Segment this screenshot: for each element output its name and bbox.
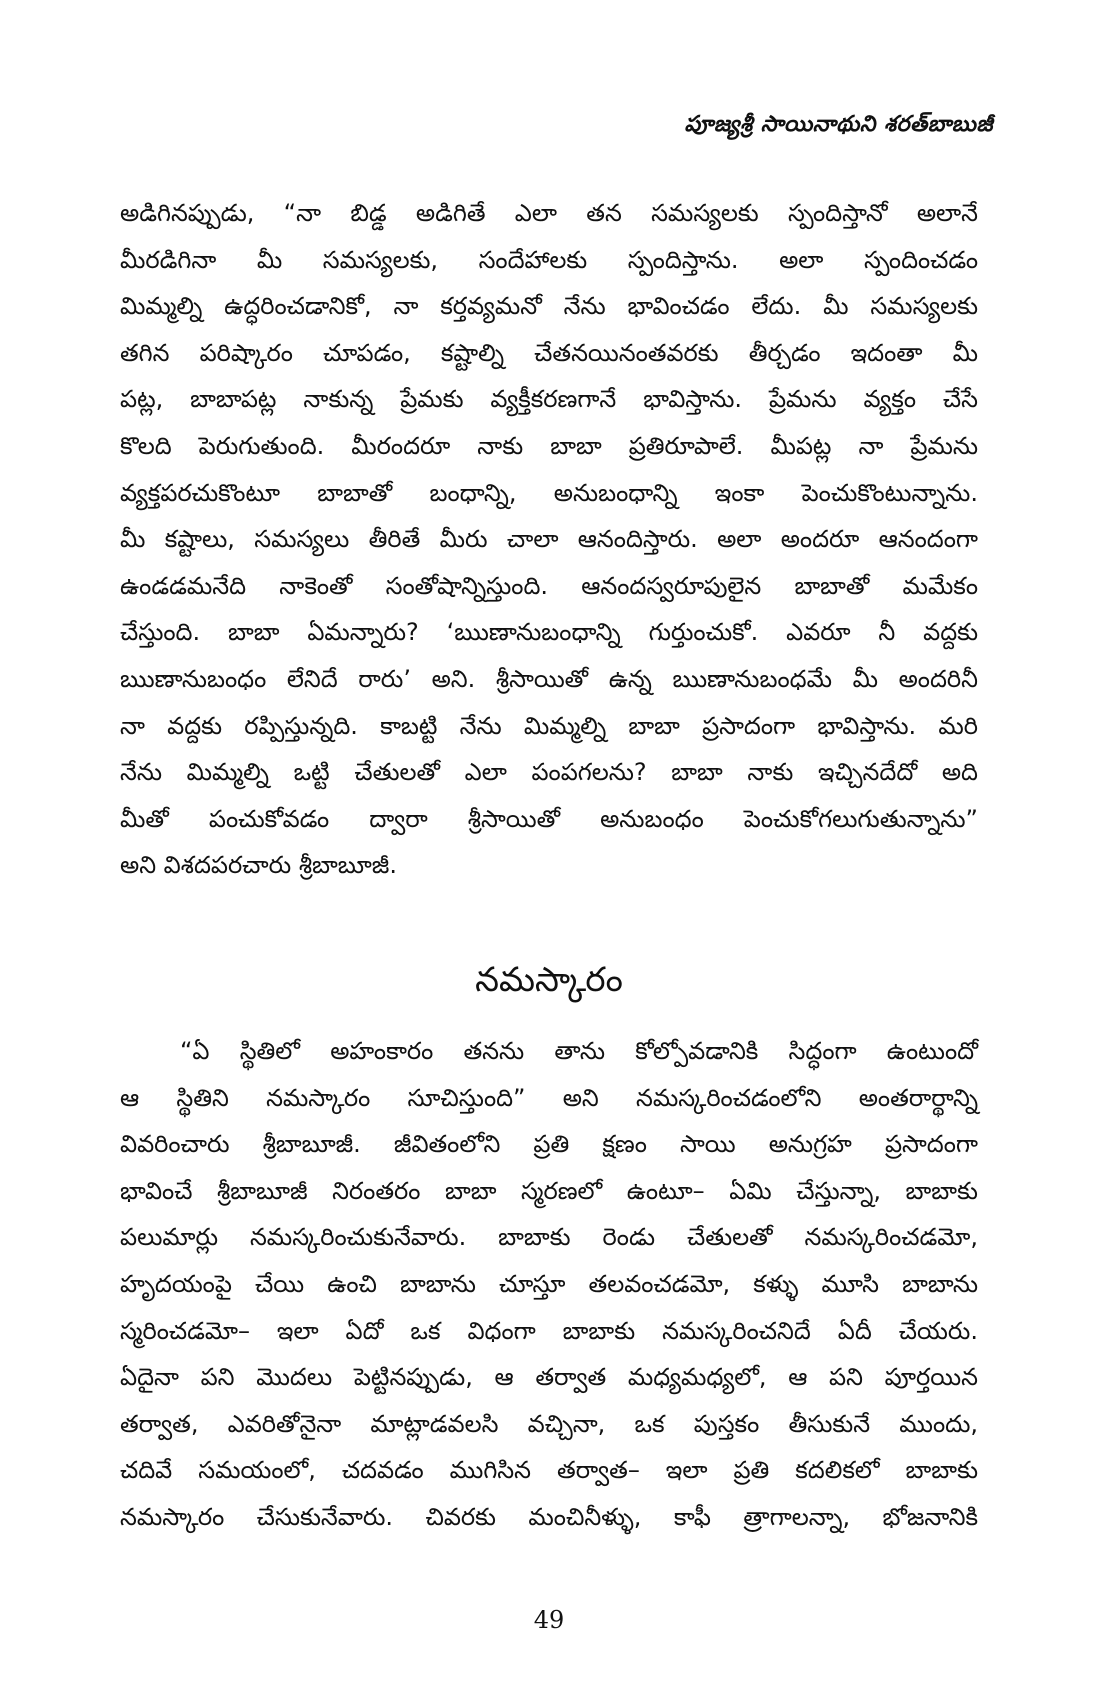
text-line: మిమ్మల్ని ఉద్ధరించడానికో, నా కర్తవ్యమనో నేను భావించడం లేదు. మీ సమస్యలకు	[120, 292, 978, 321]
paragraph-1	[120, 190, 978, 889]
text-line: వివరించారు శ్రీబాబూజీ. జీవితంలోని ప్రతి క్షణం సాయి అనుగ్రహ ప్రసాదంగా	[120, 1130, 978, 1159]
text-line: మీరడిగినా మీ సమస్యలకు, సందేహాలకు స్పందిస్తాను. అలా స్పందించడం	[120, 245, 978, 274]
text-line: హృదయంపై చేయి ఉంచి బాబాను చూస్తూ తలవంచడమో, కళ్ళు మూసి బాబాను	[120, 1269, 978, 1298]
text-line: ఋణానుబంధం లేనిదే రారు’ అని. శ్రీసాయితో ఉన్న ఋణానుబంధమే మీ అందరినీ	[120, 664, 978, 693]
text-line: భావించే శ్రీబాబూజీ నిరంతరం బాబా స్మరణలో ఉంటూ– ఏమి చేస్తున్నా, బాబాకు	[120, 1176, 978, 1205]
text-line: అడిగినప్పుడు, “నా బిడ్డ అడిగితే ఎలా తన సమస్యలకు స్పందిస్తానో అలానే	[120, 199, 978, 227]
text-line: ఏదైనా పని మొదలు పెట్టినప్పుడు, ఆ తర్వాత మధ్యమధ్యలో, ఆ పని పూర్తయిన	[120, 1363, 978, 1392]
running-header: పూజ్యశ్రీ సాయినాథుని శరత్‌బాబుజీ	[684, 112, 993, 137]
text-line: “ఏ స్థితిలో అహంకారం తనను తాను కోల్పోవడానికి సిద్ధంగా ఉంటుందో	[180, 1037, 978, 1065]
text-line: మీ కష్టాలు, సమస్యలు తీరితే మీరు చాలా ఆనందిస్తారు. అలా అందరూ ఆనందంగా	[120, 525, 978, 554]
text-line: మీతో పంచుకోవడం ద్వారా శ్రీసాయితో అనుబంధం పెంచుకోగలుగుతున్నాను”	[120, 804, 978, 833]
page-number: 49	[533, 1606, 565, 1634]
text-line: నమస్కారం చేసుకునేవారు. చివరకు మంచినీళ్ళు, కాఫీ త్రాగాలన్నా, భోజనానికి	[120, 1502, 978, 1531]
text-line: ఉండడమనేది నాకెంతో సంతోషాన్నిస్తుంది. ఆనందస్వరూపులైన బాబాతో మమేకం	[120, 571, 978, 600]
text-line: ఆ స్థితిని నమస్కారం సూచిస్తుంది” అని నమస్కరించడంలోని అంతరార్థాన్ని	[120, 1083, 978, 1112]
text-line: తర్వాత, ఎవరితోనైనా మాట్లాడవలసి వచ్చినా, ఒక పుస్తకం తీసుకునే ముందు,	[120, 1409, 978, 1438]
text-line: నేను మిమ్మల్ని ఒట్టి చేతులతో ఎలా పంపగలను? బాబా నాకు ఇచ్చినదేదో అది	[120, 758, 978, 787]
text-line: వ్యక్తపరచుకొంటూ బాబాతో బంధాన్ని, అనుబంధాన్ని ఇంకా పెంచుకొంటున్నాను.	[120, 478, 978, 507]
text-line: పలుమార్లు నమస్కరించుకునేవారు. బాబాకు రెండు చేతులతో నమస్కరించడమో,	[120, 1223, 978, 1252]
text-line: పట్ల, బాబాపట్ల నాకున్న ప్రేమకు వ్యక్తీకరణగానే భావిస్తాను. ప్రేమను వ్యక్తం చేసే	[120, 385, 978, 414]
paragraph-2	[120, 1028, 978, 1541]
text-line: తగిన పరిష్కారం చూపడం, కష్టాల్ని చేతనయినంతవరకు తీర్చడం ఇదంతా మీ	[120, 338, 978, 367]
text-line: స్మరించడమో– ఇలా ఏదో ఒక విధంగా బాబాకు నమస్కరించనిదే ఏదీ చేయరు.	[120, 1316, 978, 1345]
section-heading: నమస్కారం	[475, 960, 623, 1000]
text-line: నా వద్దకు రప్పిస్తున్నది. కాబట్టి నేను మిమ్మల్ని బాబా ప్రసాదంగా భావిస్తాను. మరి	[120, 711, 978, 740]
text-line: చదివే సమయంలో, చదవడం ముగిసిన తర్వాత– ఇలా ప్రతి కదలికలో బాబాకు	[120, 1456, 978, 1485]
text-line: అని విశదపరచారు శ్రీబాబూజీ.	[120, 851, 397, 880]
text-line: చేస్తుంది. బాబా ఏమన్నారు? ‘ఋణానుబంధాన్ని గుర్తుంచుకో. ఎవరూ నీ వద్దకు	[120, 618, 978, 647]
text-line: కొలది పెరుగుతుంది. మీరందరూ నాకు బాబా ప్రతిరూపాలే. మీపట్ల నా ప్రేమను	[120, 431, 978, 460]
